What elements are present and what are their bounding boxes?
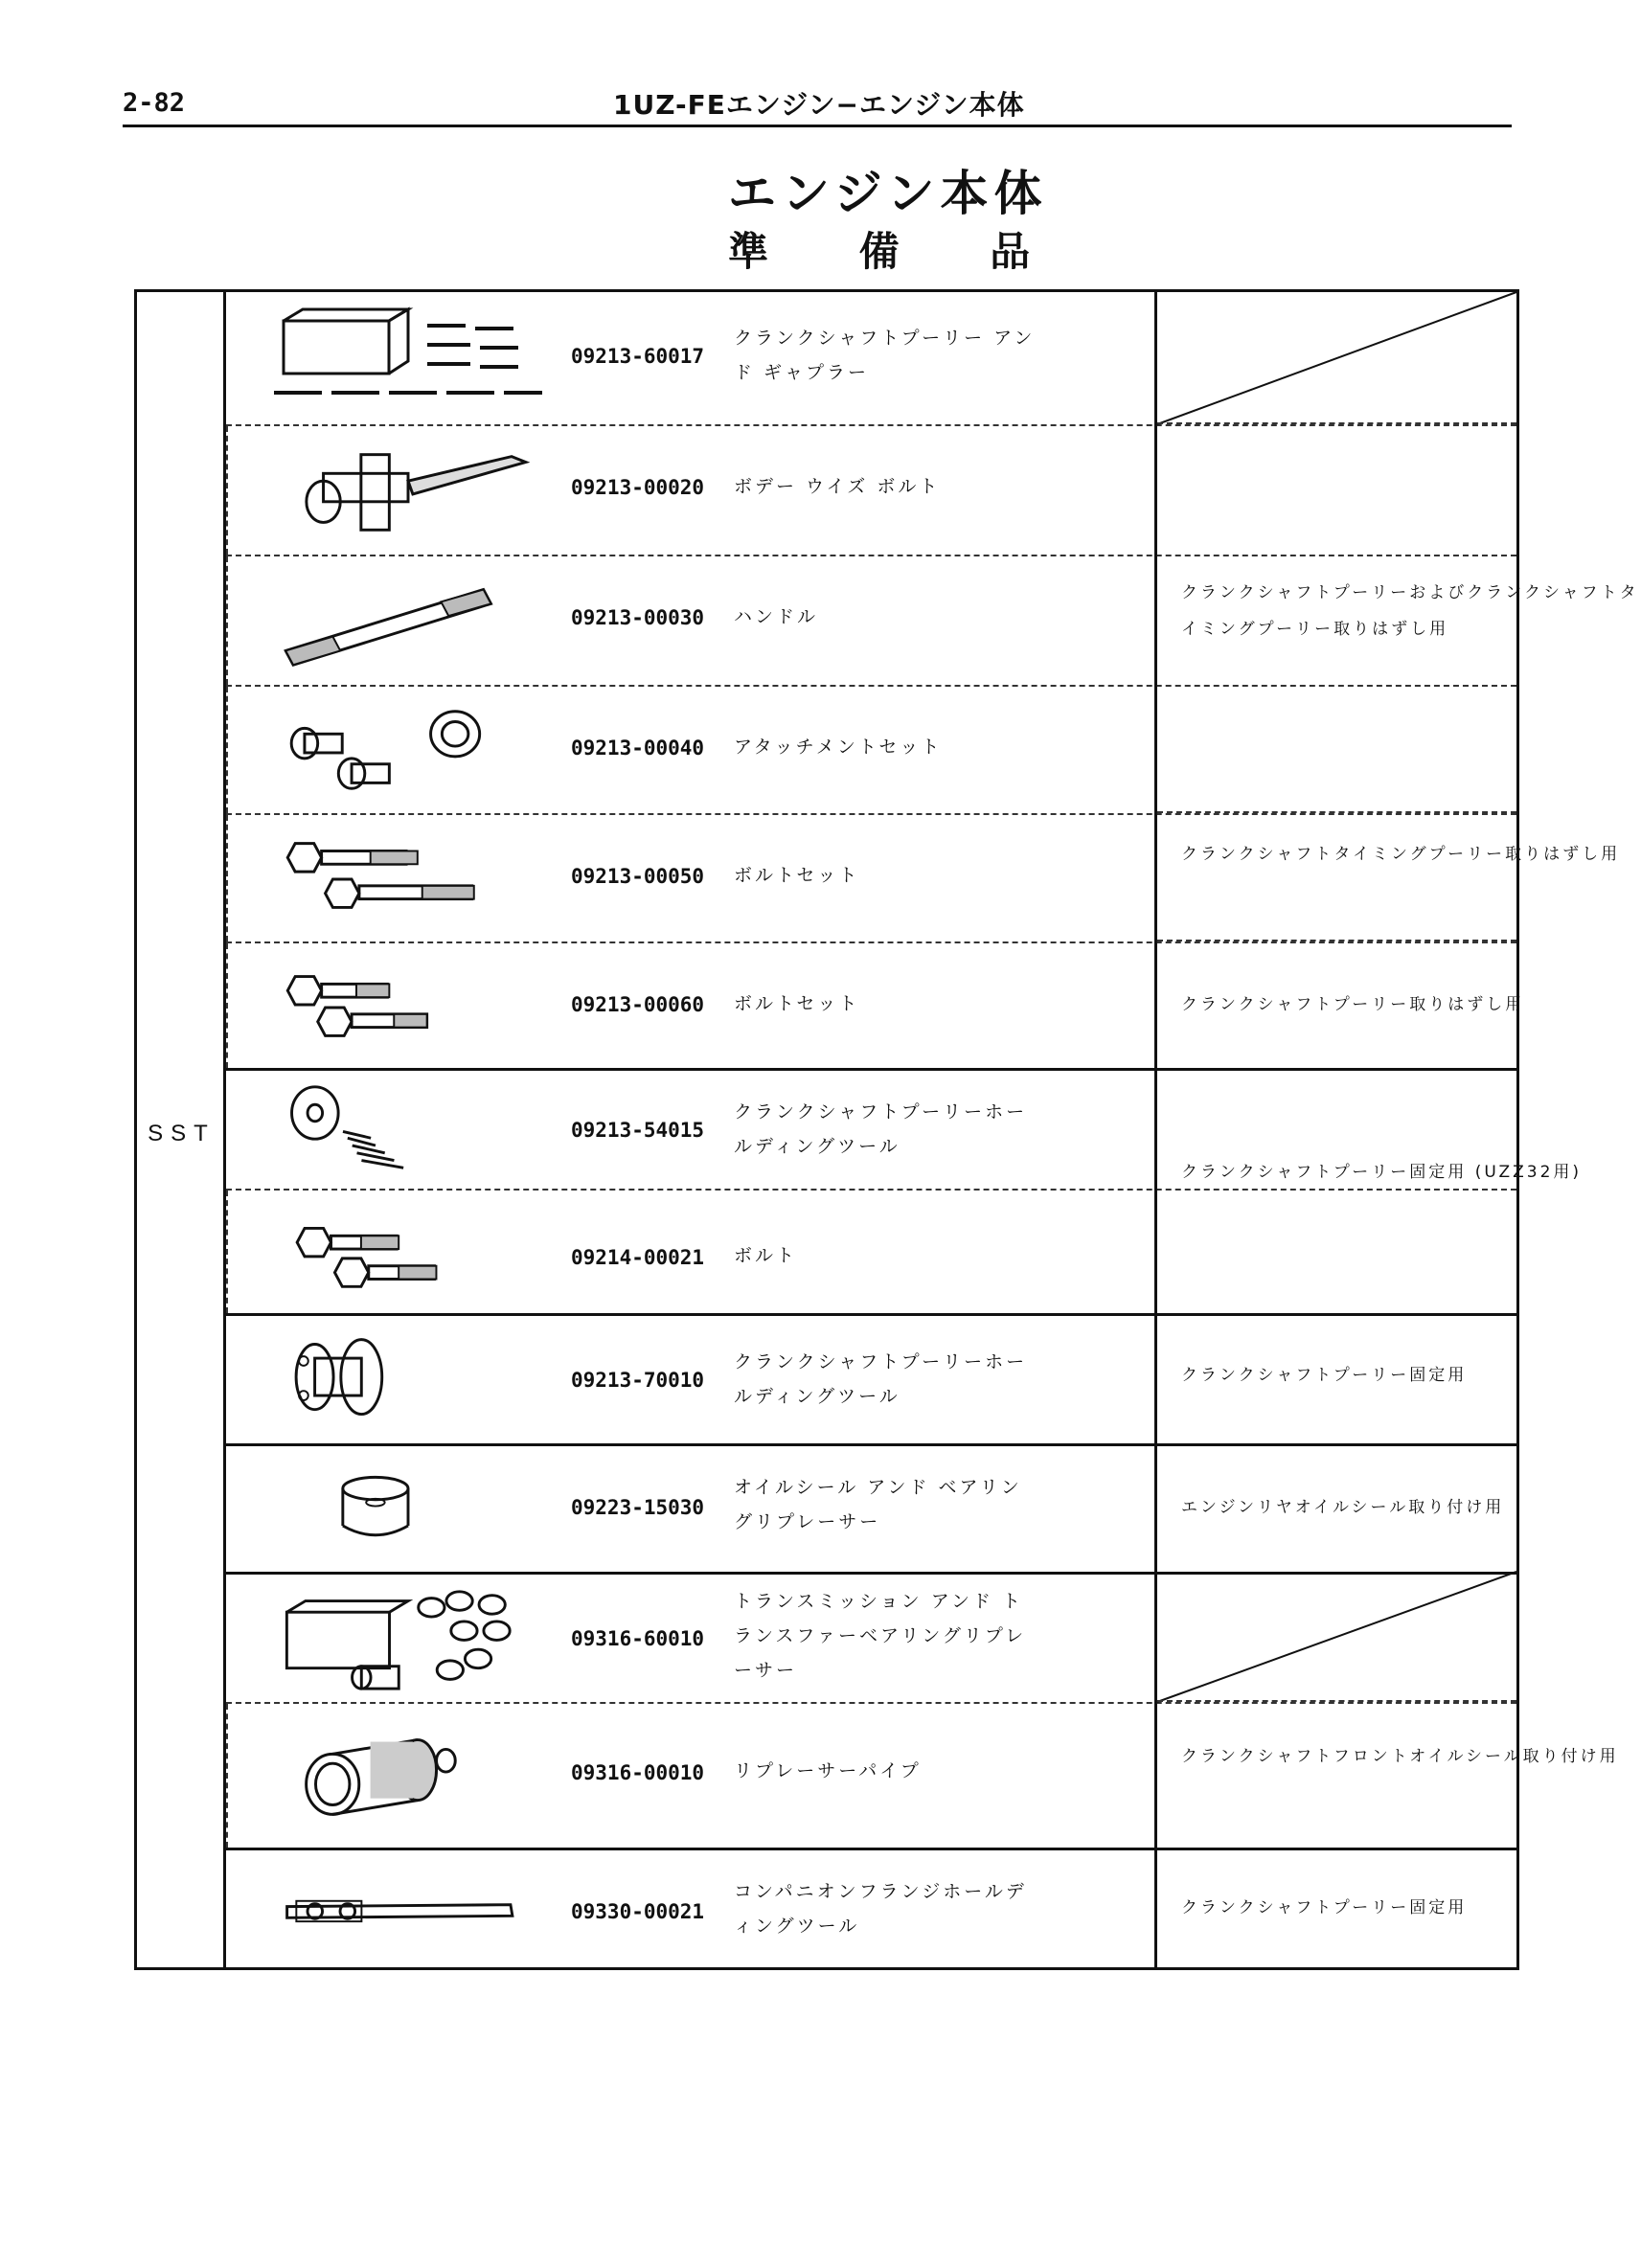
tool-name: リプレーサーパイプ (734, 1760, 922, 1781)
part-number: 09213-00060 (571, 993, 705, 1016)
page-number: 2-82 (123, 88, 186, 118)
page-subtitle: 準 備 品 (728, 228, 1069, 275)
tool-name: クランクシャフトプーリーホールディングツール (734, 1101, 1028, 1157)
bearing-replacer-kit-illustration (264, 1584, 552, 1692)
bolt-set-illustration (264, 953, 552, 1058)
page-title: エンジン本体 (728, 166, 1048, 221)
replacer-pipe-illustration (264, 1713, 552, 1838)
tool-use: エンジンリヤオイルシール取り付け用 (1181, 1498, 1505, 1517)
part-number: 09213-60017 (571, 345, 705, 368)
body-with-bolt-illustration (264, 436, 552, 545)
bolt-illustration (264, 1200, 552, 1304)
part-number: 09316-60010 (571, 1627, 705, 1650)
tool-name: ボデー ウイズ ボルト (734, 476, 941, 497)
tool-name: ボルト (734, 1245, 798, 1266)
empty-cell-slash (1157, 1572, 1516, 1702)
attachment-set-illustration (264, 696, 552, 804)
tool-name: オイルシール アンド ベアリングリプレーサー (734, 1477, 1022, 1532)
column-divider (1154, 292, 1157, 1970)
tool-name: クランクシャフトプーリー アンド ギャプラー (734, 328, 1036, 383)
tool-use: クランクシャフトプーリー固定用 (1181, 1366, 1468, 1385)
tool-use: クランクシャフトフロントオイルシール取り付け用 (1181, 1747, 1619, 1766)
part-number: 09213-00030 (571, 606, 705, 629)
part-number: 09213-00020 (571, 476, 705, 499)
tool-row (226, 685, 1516, 813)
cell-border (1157, 940, 1516, 941)
tool-name: ボルトセット (734, 865, 860, 886)
tool-name: トランスミッション アンド トランスファーベアリングリプレーサー (734, 1591, 1027, 1681)
tool-row (226, 1189, 1516, 1313)
tool-use: クランクシャフトプーリー固定用 (UZZ32用) (1181, 1163, 1583, 1182)
tool-name: ボルトセット (734, 993, 860, 1014)
tool-name: クランクシャフトプーリーホールディングツール (734, 1351, 1028, 1407)
part-number: 09223-15030 (571, 1496, 705, 1519)
part-number: 09213-70010 (571, 1369, 705, 1392)
holding-tool-illustration (264, 1080, 552, 1179)
flange-holding-tool-illustration (264, 1860, 552, 1961)
handle-illustration (264, 566, 552, 675)
section-title: 1UZ-FEエンジン−エンジン本体 (613, 89, 1025, 121)
tool-use: クランクシャフトプーリー固定用 (1181, 1898, 1468, 1917)
part-number: 09330-00021 (571, 1900, 705, 1923)
tool-row (226, 424, 1516, 555)
cell-border (1157, 422, 1516, 424)
part-number: 09316-00010 (571, 1761, 705, 1784)
tool-name: コンパニオンフランジホールディングツール (734, 1881, 1027, 1937)
tool-use: クランクシャフトプーリーおよびクランクシャフトタイミングプーリー取りはずし用 (1181, 583, 1639, 639)
tool-row (226, 1702, 1516, 1848)
tool-name: ハンドル (734, 606, 819, 627)
part-number: 09213-00050 (571, 865, 705, 888)
tool-kit-illustration (264, 302, 552, 415)
part-number: 09213-00040 (571, 737, 705, 760)
empty-cell-slash (1157, 292, 1516, 424)
cell-border (1157, 1700, 1516, 1702)
tool-name: アタッチメントセット (734, 737, 943, 758)
bolt-set-illustration (264, 825, 552, 932)
tool-use: クランクシャフトプーリー取りはずし用 (1181, 995, 1525, 1014)
cell-border (1157, 811, 1516, 813)
category-label: SST (148, 1121, 216, 1146)
header-rule (123, 125, 1512, 127)
holding-tool-illustration (264, 1326, 552, 1434)
tool-row (226, 813, 1516, 941)
part-number: 09213-54015 (571, 1119, 705, 1142)
tool-use: クランクシャフトタイミングプーリー取りはずし用 (1181, 845, 1621, 864)
sst-table (134, 289, 1639, 1970)
category-column (137, 292, 226, 1967)
oil-seal-replacer-illustration (264, 1456, 552, 1562)
part-number: 09214-00021 (571, 1246, 705, 1269)
